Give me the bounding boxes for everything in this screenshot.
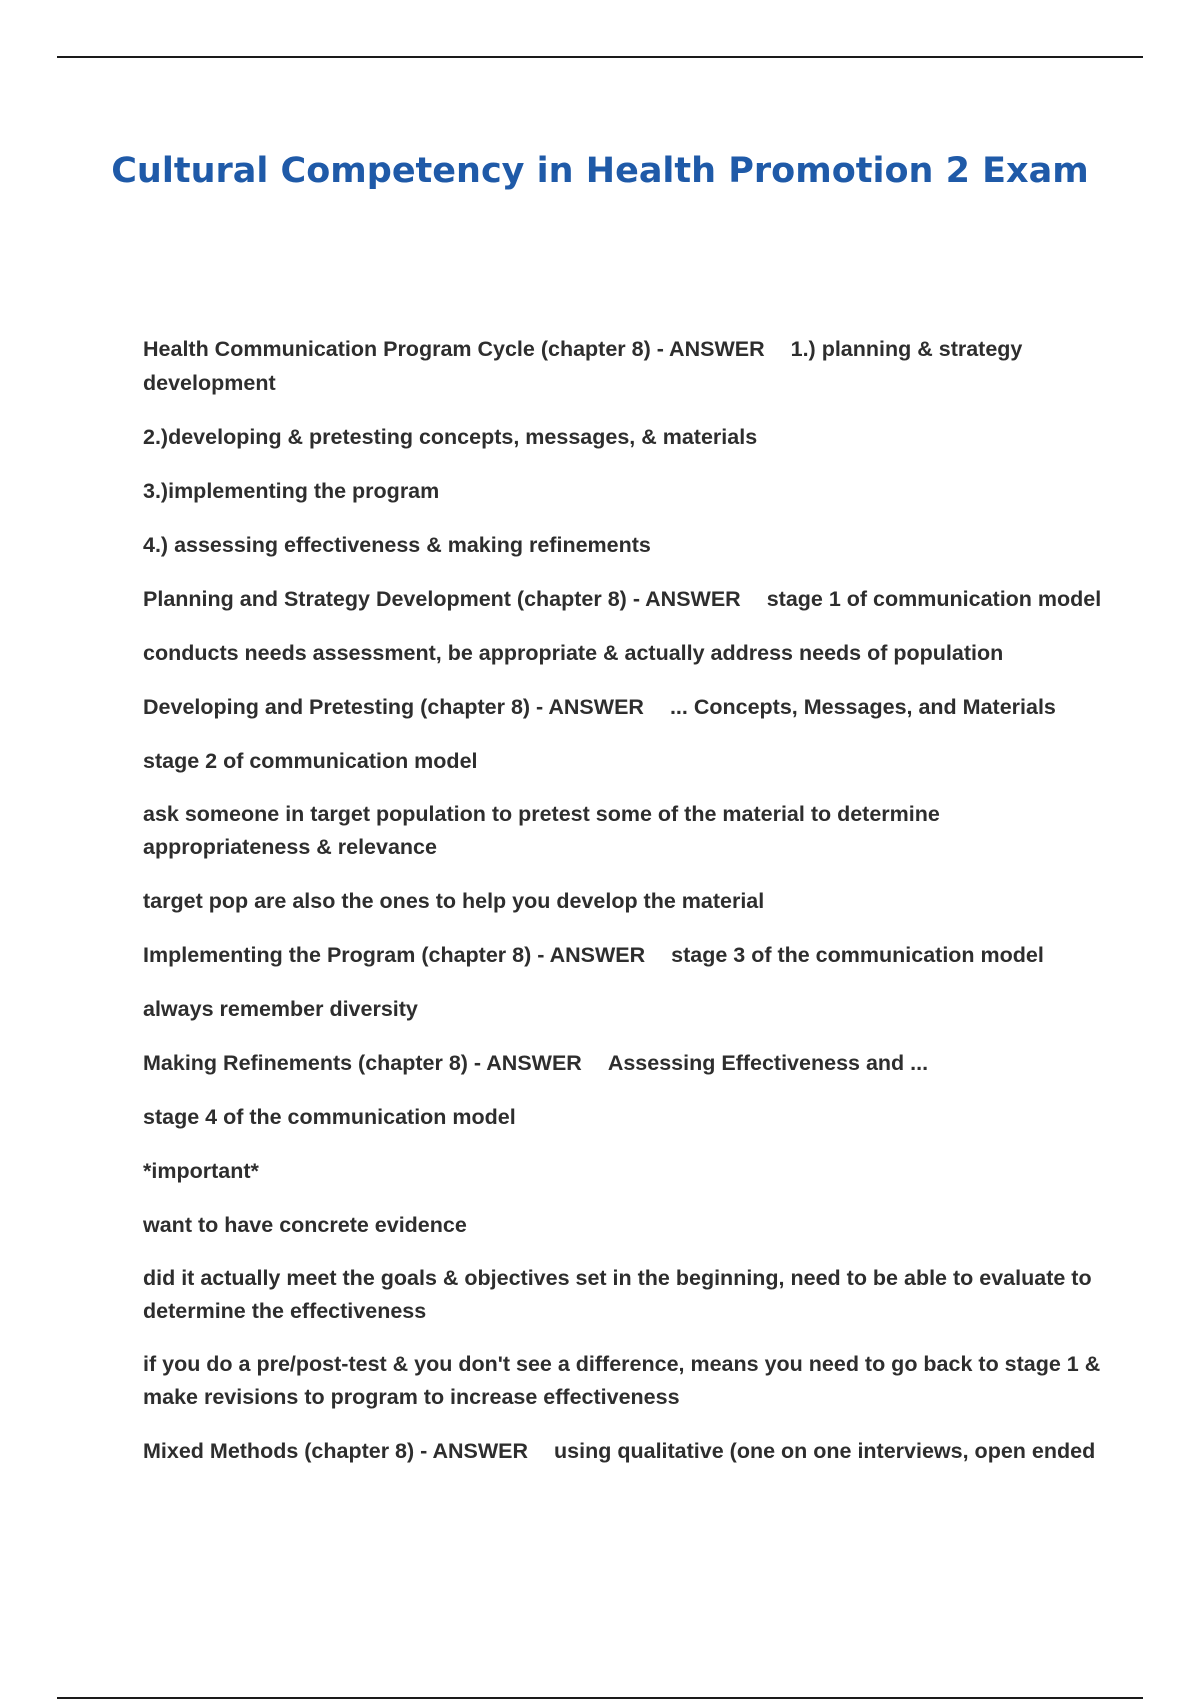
paragraph: if you do a pre/post-test & you don't see a difference, means you need to go back to stage 1 & make revisions to program to increase effectiveness <box>143 1352 1101 1409</box>
question-text: Developing and Pretesting (chapter 8) - ANSWER <box>143 695 644 719</box>
answer-text: using qualitative (one on one interviews, open ended <box>554 1439 1096 1463</box>
qa-paragraph-implementing-program <box>143 938 1103 972</box>
paragraph: *important* <box>143 1159 259 1183</box>
answer-text: stage 3 of the communication model <box>671 943 1044 967</box>
paragraph: ask someone in target population to pretest some of the material to determine appropriateness & relevance <box>143 802 940 859</box>
paragraph: target pop are also the ones to help you develop the material <box>143 889 765 913</box>
answer-text: stage 1 of communication model <box>766 587 1102 611</box>
qa-paragraph-health-communication-cycle <box>143 332 1103 400</box>
paragraph: did it actually meet the goals & objectives set in the beginning, need to be able to evaluate to determine the effectiveness <box>143 1266 1092 1323</box>
top-rule <box>57 56 1143 58</box>
paragraph: want to have concrete evidence <box>143 1213 467 1237</box>
paragraph: always remember diversity <box>143 997 418 1021</box>
question-text: Making Refinements (chapter 8) - ANSWER <box>143 1051 582 1075</box>
paragraph: stage 2 of communication model <box>143 749 478 773</box>
answer-text: Assessing Effectiveness and ... <box>607 1051 929 1075</box>
answer-text: 1.) planning & strategy development <box>143 337 1023 395</box>
answer-text: ... Concepts, Messages, and Materials <box>669 695 1056 719</box>
paragraph: stage 4 of the communication model <box>143 1105 516 1129</box>
qa-paragraph-developing-pretesting <box>143 690 1103 724</box>
qa-paragraph-mixed-methods <box>143 1434 1103 1468</box>
paragraph: 4.) assessing effectiveness & making refinements <box>143 533 651 557</box>
question-text: Implementing the Program (chapter 8) - ANSWER <box>143 943 646 967</box>
paragraph: 2.)developing & pretesting concepts, messages, & materials <box>143 425 758 449</box>
qa-paragraph-planning-strategy <box>143 582 1103 616</box>
document-body <box>143 332 1103 1488</box>
question-text: Health Communication Program Cycle (chapter 8) - ANSWER <box>143 337 765 361</box>
bottom-rule <box>57 1697 1143 1699</box>
question-text: Planning and Strategy Development (chapter 8) - ANSWER <box>143 587 741 611</box>
question-text: Mixed Methods (chapter 8) - ANSWER <box>143 1439 529 1463</box>
paragraph: conducts needs assessment, be appropriate & actually address needs of population <box>143 641 1004 665</box>
qa-paragraph-making-refinements <box>143 1046 1103 1080</box>
paragraph: 3.)implementing the program <box>143 479 440 503</box>
document-title: Cultural Competency in Health Promotion 2 Exam <box>111 151 1089 191</box>
